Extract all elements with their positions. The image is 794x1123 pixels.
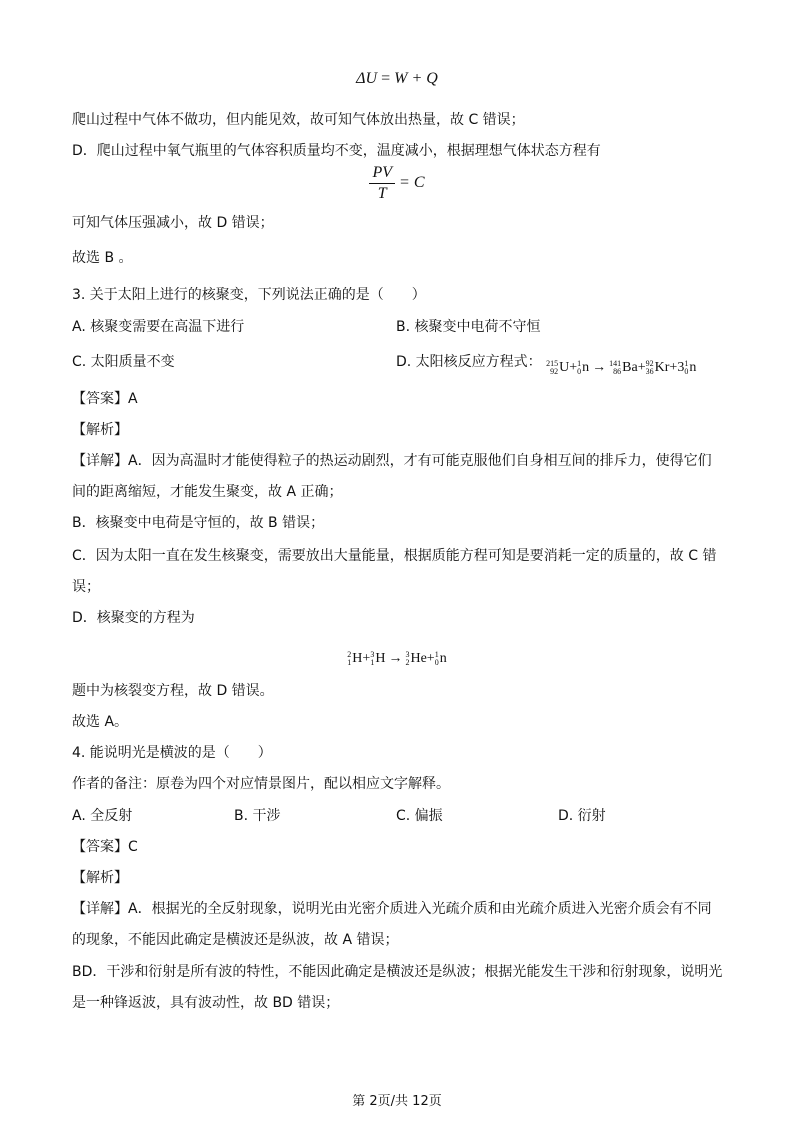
- u-mass-number: 215: [546, 359, 559, 368]
- energy-eq-lhs: ΔU: [356, 70, 378, 87]
- ba-mass-number: 141: [609, 359, 622, 368]
- q3-option-c: C. 太阳质量不变: [72, 354, 175, 370]
- he-mass-number: 3: [405, 650, 410, 659]
- fusion-equation: 2 1 H + 3 1 H → 3 2 He + 1 0 n: [347, 650, 447, 667]
- q4-detail-a-line2: 的现象，不能因此确定是横波还是纵波，故 A 错误；: [72, 932, 399, 948]
- he-charge-number: 2: [405, 658, 410, 667]
- q3-option-b: B. 核聚变中电荷不守恒: [396, 319, 541, 335]
- q4-analysis-tag: 【解析】: [72, 870, 128, 886]
- fusion-n-symbol: n: [439, 651, 447, 666]
- energy-eq-rhs: W + Q: [394, 70, 438, 87]
- q4-detail-bd-line1: BD．干涉和衍射是所有波的特性，不能因此确定是横波还是纵波；根据光能发生干涉和衍射现象，说明光: [72, 964, 723, 980]
- energy-eq-equals: =: [381, 70, 391, 87]
- n-out-coefficient: 3: [677, 360, 685, 375]
- fusion-arrow-icon: →: [388, 651, 403, 666]
- q4-answer-value: C: [128, 839, 138, 855]
- paragraph-d-intro: D．爬山过程中氧气瓶里的气体容积质量均不变，温度减小，根据理想气体状态方程有: [72, 143, 601, 159]
- h3-charge-number: 1: [370, 658, 375, 667]
- q4-option-c: C. 偏振: [396, 808, 443, 824]
- q4-answer: [72, 837, 138, 857]
- fusion-n-mass-number: 1: [434, 650, 439, 659]
- q3-conclusion: 故选 A。: [72, 714, 129, 730]
- q3-option-d: [396, 352, 696, 378]
- gas-law-rhs: = C: [399, 174, 425, 192]
- gas-law-numerator: PV: [369, 164, 395, 184]
- q3-detail-a-line2: 间的距离缩短，才能发生聚变，故 A 正确；: [72, 484, 343, 500]
- q3-option-a: A. 核聚变需要在高温下进行: [72, 319, 245, 335]
- paragraph-d-conclusion: 可知气体压强减小，故 D 错误；: [72, 215, 274, 231]
- q4-detail-a-line1: [72, 899, 712, 919]
- q3-answer-tag: 【答案】: [72, 391, 128, 407]
- page-footer: 第 2页/共 12页: [352, 1094, 442, 1109]
- n-in-charge-number: 0: [577, 367, 582, 376]
- q3-detail-c-line1: C．因为太阳一直在发生核聚变，需要放出大量能量，根据质能方程可知是要消耗一定的质量的，故 C 错: [72, 548, 717, 564]
- energy-equation: [0, 70, 794, 88]
- h2-charge-number: 1: [347, 658, 352, 667]
- paragraph-climb-work: 爬山过程中气体不做功，但内能见效，故可知气体放出热量，故 C 错误；: [72, 112, 525, 128]
- h3-mass-number: 3: [370, 650, 375, 659]
- ba-symbol: Ba: [622, 360, 638, 375]
- q4-detail-tag: 【详解】: [72, 901, 128, 917]
- kr-symbol: Kr: [654, 360, 670, 375]
- q3-detail-d-line2: 题中为核裂变方程，故 D 错误。: [72, 683, 274, 699]
- q3-detail-a-text1: A．因为高温时才能使得粒子的热运动剧烈，才有可能克服他们自身相互间的排斥力，使得它们: [128, 453, 712, 469]
- n-out-charge-number: 0: [684, 367, 689, 376]
- q3-detail-tag: 【详解】: [72, 453, 128, 469]
- q3-detail-a-line1: [72, 451, 712, 471]
- gas-law-fraction: [369, 164, 395, 203]
- kr-mass-number: 92: [645, 359, 654, 368]
- reaction-arrow-icon: →: [592, 360, 607, 375]
- paragraph-choose-b: 故选 B 。: [72, 250, 133, 266]
- q3-answer: [72, 389, 138, 409]
- n-out-symbol: n: [689, 360, 697, 375]
- h2-symbol: H: [352, 651, 363, 666]
- kr-charge-number: 36: [645, 367, 654, 376]
- h2-mass-number: 2: [347, 650, 352, 659]
- q4-detail-bd-line2: 是一种锋返波，具有波动性，故 BD 错误；: [72, 995, 340, 1011]
- q4-answer-tag: 【答案】: [72, 839, 128, 855]
- n-in-symbol: n: [582, 360, 590, 375]
- fusion-n-charge-number: 0: [434, 658, 439, 667]
- q4-stem: 4. 能说明光是横波的是（ ）: [72, 745, 272, 761]
- q3-detail-b: B．核聚变中电荷是守恒的，故 B 错误；: [72, 515, 325, 531]
- u-symbol: U: [559, 360, 570, 375]
- q3-detail-d: D．核聚变的方程为: [72, 610, 195, 626]
- q3-analysis-tag: 【解析】: [72, 422, 128, 438]
- q4-option-d: D. 衍射: [558, 808, 606, 824]
- q4-detail-a-text1: A．根据光的全反射现象，说明光由光密介质进入光疏介质和由光疏介质进入光密介质会有不同: [128, 901, 712, 917]
- ba-charge-number: 86: [613, 367, 622, 376]
- q3-stem: 3. 关于太阳上进行的核聚变，下列说法正确的是（ ）: [72, 287, 426, 303]
- n-out-mass-number: 1: [684, 359, 689, 368]
- q3-detail-c-line2: 误；: [72, 579, 100, 595]
- q4-option-a: A. 全反射: [72, 808, 133, 824]
- he-symbol: He: [410, 651, 427, 666]
- h3-symbol: H: [375, 651, 386, 666]
- gas-law-equation: [0, 164, 794, 203]
- gas-law-denominator: T: [377, 185, 387, 202]
- q3-reaction-equation: 215 92 U + 1 0 n → 141 86 Ba + 92 36 Kr + 3 1 0 n: [546, 359, 697, 376]
- u-charge-number: 92: [550, 367, 559, 376]
- q4-option-b: B. 干涉: [234, 808, 281, 824]
- n-in-mass-number: 1: [577, 359, 582, 368]
- q4-note: 作者的备注：原卷为四个对应情景图片，配以相应文字解释。: [72, 776, 450, 792]
- q3-answer-value: A: [128, 391, 138, 407]
- q3-option-d-label: D. 太阳核反应方程式：: [396, 354, 542, 370]
